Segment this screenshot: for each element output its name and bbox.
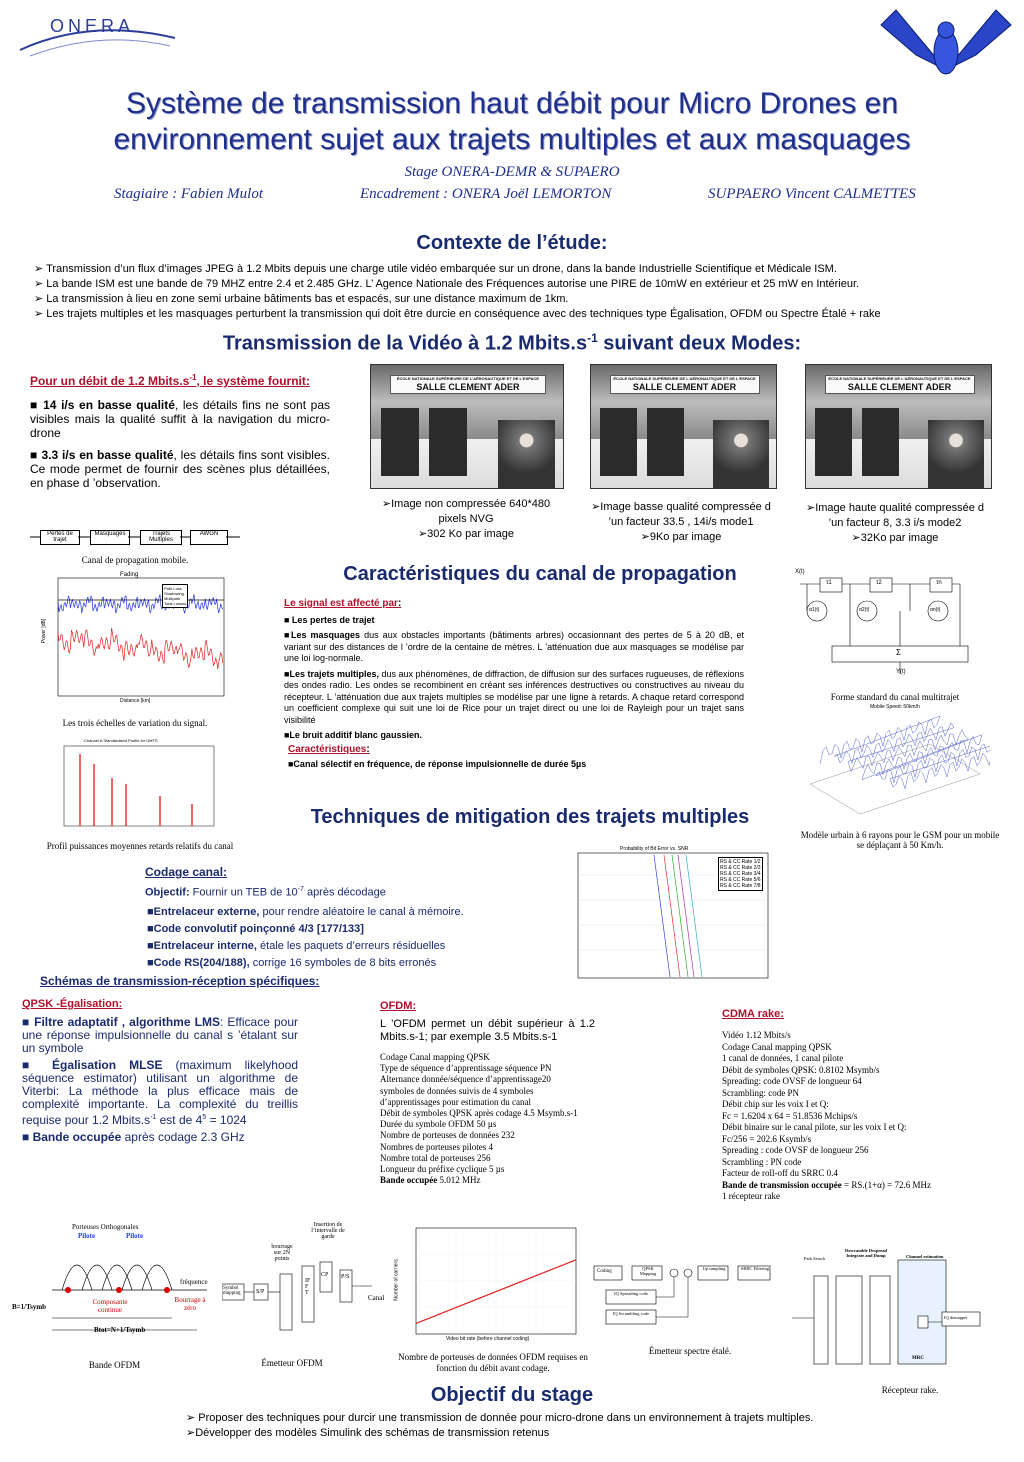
onera-logo (10, 8, 180, 60)
chain-caption: Canal de propagation mobile. (81, 555, 189, 565)
y-label: Y(t) (896, 669, 906, 675)
rake-path-search: Path Search (804, 1256, 826, 1261)
tap-n: τn (936, 580, 942, 586)
insertion-label: Insertion de l’intervalle de garde (311, 1222, 345, 1240)
cp-block: CP (321, 1272, 329, 1278)
contexte-bullets (34, 262, 1014, 322)
rake-iq-demapper: IQ demapper (944, 1315, 968, 1320)
ss-qpsk-block: QPSK Mapping (639, 1266, 657, 1276)
codage-item: ■Entrelaceur externe, pour rendre aléatoire le canal à mémoire. (147, 905, 464, 918)
stage-line: Stage ONERA-DEMR & SUPAERO (404, 164, 620, 180)
chain-block: Masquages (90, 530, 130, 545)
fading-title: Fading (120, 572, 139, 578)
qpsk-item: ■ Filtre adaptatif , algorithme LMS: Efficace pour une réponse impulsionnelle du canal s ’étalant sur un symbole (22, 1015, 298, 1055)
contexte-bullet: ➢ La transmission à lieu en zone semi urbaine bâtiments bas et espacés, sur une distance maximum de 1km. (34, 293, 569, 305)
objectif-line: Objectif: Fournir un TEB de $10^{-7}$ après décodage (145, 886, 386, 899)
ofdm-title: OFDM: (380, 1000, 417, 1012)
coef-1: α1(t) (809, 607, 820, 613)
bourrage-points-label: bourrage sur 2N points (271, 1244, 293, 1262)
objectif-bullets (186, 1411, 946, 1441)
fading-caption: Les trois échelles de variation du signal. (62, 718, 208, 728)
codage-item: ■Entrelaceur interne, étale les paquets d’erreurs résiduelles (147, 939, 446, 952)
codage-block (145, 864, 535, 972)
coef-2: α2(t) (859, 607, 870, 613)
band-top-label: Porteuses Orthogonales (72, 1223, 139, 1231)
ofdm-band-diagram (12, 1220, 217, 1350)
urban-model-chart (800, 704, 990, 824)
fading-chart (40, 568, 230, 713)
codage-item: ■Code convolutif poinçonné 4/3 [177/133] (147, 922, 364, 935)
chain-block: Trajets Multiples (140, 530, 182, 545)
sum-symbol: Σ (896, 648, 901, 657)
canal-item: ■ Les pertes de trajet (284, 614, 375, 625)
multipath-caption: Forme standard du canal multitrajet (830, 692, 960, 702)
tap-1: τ1 (826, 580, 832, 586)
objectif-bullet: ➢Développer des modèles Simulink des schémas de transmission retenus (186, 1427, 550, 1439)
carac-title: Caractéristiques: (288, 743, 370, 755)
ber-title: Probability of Bit Error vs. SNR (620, 846, 689, 852)
supaero-supervisor: SUPPAERO Vincent CALMETTES (708, 186, 916, 202)
sp-block: S/P (256, 1289, 265, 1295)
fading-ylabel: Power [dB] (41, 618, 48, 644)
rake-caption: Récepteur rake. (881, 1385, 939, 1395)
rake-mrc: MRC (912, 1356, 924, 1361)
urban-title: Mobile Speed: 50km/h (870, 704, 920, 710)
ss-srrc-block: SRRC Filtering (740, 1266, 770, 1271)
poster-title (0, 86, 1024, 158)
b-eq-label: B=1/Tsymb (12, 1303, 47, 1311)
canal-text: Le signal est affecté par: ■ Les pertes de trajet ■Les masquages dus aux obstacles importants (bâtiments arbres) occasionnant des pertes de 5 à 20 dB, et variant sur des distances de l ’ordre de la centaine de mètres. L ’atténuation due aux masquages se modélise par une loi log-normale. ■Les trajets multiples, dus aux phénomènes, de diffraction, de diffusion sur des surfaces rugueuses, de réflexions des ondes radio. Les ondes se recombinent en créant ses inférences destructives ou constructives au niveau du récepteur. L ’atténuation due aux trajets multiples se modélise par une ligne à retards. A chaque retard correspond un coefficient complexe qui suit une loi de Rice pour un trajet direct ou une loi de Rayleigh pour un trajet sans visibilité ■Le bruit additif blanc gaussien. Caractéristiques: ■Canal sélectif en fréquence, de réponse impulsionnelle de durée 5µs (284, 598, 745, 769)
carriers-xlabel: Video bit rate (before channel coding) (446, 1336, 530, 1342)
canal-item: ■Les masquages dus aux obstacles importants (bâtiments arbres) occasionnant des pertes de 5 à 20 dB, et variant sur des distances de l ’ordre de la centaine de mètres. L ’atténuation due aux masquages se modélise par une loi log-normale. (284, 630, 745, 663)
power-profile-chart (50, 738, 230, 833)
ss-coding-block: Coding (597, 1269, 612, 1274)
schemas-heading: Schémas de transmission-réception spécifiques: (40, 974, 320, 988)
channel-chain-diagram (30, 527, 240, 547)
ss-scrambling-block: IQ Scrambling code (612, 1311, 650, 1316)
ss-spreading-block: IQ Spreading code (614, 1291, 648, 1296)
mode-1: ■ 14 i/s en basse qualité, les détails fins ne sont pas visibles mais la qualité suffit à la navigation du micro-drone (30, 398, 331, 440)
cdma-params: Vidéo 1.12 Mbits/s Codage Canal mapping QPSK 1 canal de données, 1 canal pilote Débit de symboles QPSK: 0.8102 Msymb/s Spreading: code OVSF de longueur 64 Scrambling: code PN Débit chip sur les voix I et Q: Fc = 1.6204 x 64 = 51.8536 Mchips/s Débit binaire sur le canal pilote, sur les voix I et Q: Fc/256 = 202.6 Ksymb/s Spreading : code OVSF de longueur 256 Scrambling : PN code Facteur de roll-off du SRRC 0.4 Bande de transmission occupée = RS.(1+α) = 72.6 MHz 1 récepteur rake (722, 1030, 931, 1201)
ber-chart (558, 845, 788, 993)
chain-block: Pertes de trajet (40, 530, 80, 545)
qpsk-block (22, 998, 298, 1144)
btot-label: Btot=N+1/Tsymb (94, 1326, 146, 1334)
carac-item: ■Canal sélectif en fréquence, de réponse impulsionnelle de durée 5µs (288, 759, 587, 769)
chain-block: AWGN (190, 530, 228, 545)
ps-block: P/S (341, 1274, 350, 1280)
video-intro: Pour un débit de 1.2 $Mbits.s^{-1}$, le système fournit: ■ 14 i/s en basse qualité, les détails fins ne sont pas visibles mais la qualité suffit à la navigation du micro-drone ■ 3.3 i/s en basse qualité, les détails fins sont visibles. Ce mode permet de fournir des scènes plus détaillées, en phase d ’observation. (30, 373, 331, 490)
canal-item: ■Les trajets multiples, dus aux phénomènes, de diffraction, de diffusion sur des surfaces rugueuses, de réflexions des ondes radio. Les ondes se recombinent en créant ses inférences destructives ou constructives au niveau du récepteur. L ’atténuation due aux trajets multiples se modélise par une ligne à retards. A chaque retard correspond un coefficient complexe qui suit une loi de Rice pour un trajet direct ou une loi de Rayleigh pour un trajet sans visibilité (284, 668, 744, 725)
photo-caption-1: ➢Image non compressée 640*480 pixels NVG ➢302 Ko par image (381, 498, 551, 540)
ofdm-block (380, 1000, 595, 1186)
tap-2: τ2 (876, 580, 882, 586)
ofdm-params: Codage Canal mapping QPSK Type de séquence d’apprentissage séquence PN Alternance donnée/séquence d’apprentissage20 symboles de données suivis de 4 symboles d’apprentissages pour estimation du canal Débit de symboles QPSK après codage 4.5 Msymb.s-1 Durée du symbole OFDM 50 µs Nombre de porteuses de données 232 Nombres de porteuses pilotes 4 Nombre total de porteuses 256 Longueur du préfixe cyclique 5 µs Bande occupée 5.012 MHz (380, 1052, 578, 1186)
title-line-1: Système de transmission haut débit pour Micro Drones en (125, 87, 899, 120)
supaero-logo-text: SUPAERO (922, 10, 976, 22)
codage-title: Codage canal: (145, 865, 228, 879)
carriers-chart (393, 1222, 583, 1347)
photo-high-quality: ÉCOLE NATIONALE SUPÉRIEURE DE L'AÉRONAUTIQUE ET DE L'ESPACE SALLE CLEMENT ADER (805, 364, 992, 489)
symbol-mapping-block: Symbol mapping (223, 1286, 241, 1296)
video-heading: Transmission de la Vidéo à 1.2 $Mbits.s^{-1}$ suivant deux Modes: (222, 331, 802, 355)
bourrage-label: Bourrage à zéro (174, 1296, 206, 1312)
cdma-title: CDMA rake: (722, 1008, 784, 1020)
trainee: Stagiaire : Fabien Mulot (114, 186, 264, 202)
composante-label: Composante continue (92, 1298, 128, 1314)
carriers-caption: Nombre de porteuses de données OFDM requises en fonction du débit avant codage. (398, 1352, 588, 1373)
spread-emitter-caption: Émetteur spectre étalé. (648, 1346, 732, 1356)
photo-caption-2: ➢Image basse qualité compressée d ’un facteur 33.5 , 14i/s mode1 ➢9Ko par image (591, 501, 771, 543)
canal-label: Canal (368, 1294, 385, 1302)
fading-xlabel: Distance [km] (120, 698, 151, 704)
mitigation-heading: Techniques de mitigation des trajets multiples (310, 806, 750, 828)
title-line-2: environnement sujet aux trajets multiples et aux masquages (113, 123, 911, 156)
rake-receiver-diagram (792, 1246, 1012, 1374)
coef-n: αn(t) (930, 607, 941, 613)
rake-despread: Descramble Despread Integrate and Dump (844, 1248, 888, 1258)
spread-emitter-diagram (592, 1262, 782, 1332)
ofdm-emitter-caption: Émetteur OFDM (261, 1358, 323, 1368)
multipath-diagram (790, 566, 980, 686)
photo-caption-3: ➢Image haute qualité compressée d ’un facteur 8, 3.3 i/s mode2 ➢32Ko par image (806, 502, 984, 544)
frequence-label: fréquence (180, 1278, 208, 1286)
photo-uncompressed: ÉCOLE NATIONALE SUPÉRIEURE DE L'AÉRONAUTIQUE ET DE L'ESPACE SALLE CLEMENT ADER (370, 364, 564, 489)
mode-2: ■ 3.3 i/s en basse qualité, les détails fins sont visibles. Ce mode permet de fournir des scènes plus détaillées, en phase d ’observation. (30, 448, 330, 490)
profile-caption: Profil puissances moyennes retards relatifs du canal (46, 841, 234, 851)
ifft-block: IFFT (305, 1278, 311, 1296)
ofdm-band-caption: Bande OFDM (88, 1360, 141, 1370)
urban-caption: Modèle urbain à 6 rayons pour le GSM pour un mobile se déplaçant à 50 Km/h. (800, 830, 1000, 850)
supaero-logo (876, 0, 1016, 82)
fading-legend: Path Loss Shadowing Multipath Total Losses (164, 586, 187, 606)
contexte-bullet: ➢ Transmission d’un flux d’images JPEG à 1.2 Mbits depuis une charge utile vidéo embarquée sur un drone, dans la bande Industrielle Scientifique et Médicale ISM. (34, 263, 837, 275)
qpsk-title: QPSK -Égalisation: (22, 998, 123, 1010)
profile-title: Channel A Standardised Profile for UMTS (84, 738, 158, 743)
supervision: Encadrement : ONERA Joël LEMORTON (360, 186, 612, 202)
canal-heading: Caractéristiques du canal de propagation (343, 563, 737, 585)
contexte-bullet: ➢ La bande ISM est une bande de 79 MHZ entre 2.4 et 2.485 GHz. L’ Agence Nationale des Fréquences autorise une PIRE de 10mW en extérieur et 25 mW en Intérieur. (34, 278, 860, 290)
carriers-ylabel: Number of carriers (393, 1259, 400, 1301)
contexte-heading: Contexte de l’étude: (416, 232, 608, 254)
contexte-bullet: ➢ Les trajets multiples et les masquages perturbent la transmission qui doit être durcie en conséquence avec des techniques type Égalisation, OFDM ou Spectre Étalé + rake (34, 308, 881, 320)
ofdm-intro: L ’OFDM permet un débit supérieur à 1.2 Mbits.s-1; par exemple 3.5 Mbits.s-1 (380, 1018, 595, 1043)
objectif-bullet: ➢ Proposer des techniques pour durcir une transmission de donnée pour micro-drone dans un environnement à trajets multiples. (186, 1412, 814, 1424)
codage-item: ■Code RS(204/188), corrige 16 symboles de 8 bits erronés (147, 956, 437, 969)
rake-channel-estimation: Channel estimation (906, 1254, 944, 1259)
ber-legend: RS & CC Rate 1/2 RS & CC Rate 2/3 RS & CC Rate 3/4 RS & CC Rate 5/6 RS & CC Rate 7/8 (720, 859, 761, 889)
canal-item: ■Le bruit additif blanc gaussien. (284, 730, 422, 740)
pilote-label: Pilote (126, 1232, 144, 1240)
ss-upsampling-block: Up sampling (702, 1266, 726, 1271)
qpsk-item: ■ Égalisation MLSE (maximum likelyhood séquence estimator) utilisant un algorithme de Viterbi: La méthode la plus efficace mais de complexité importante. La complexité du treillis requise pour 1.2 $Mbits.s^{-1}$ est de $4^5 = 1024$ (22, 1058, 298, 1127)
photo-low-quality: ÉCOLE NATIONALE SUPÉRIEURE DE L'AÉRONAUTIQUE ET DE L'ESPACE SALLE CLEMENT ADER (590, 364, 777, 489)
qpsk-item: ■ Bande occupée après codage 2.3 GHz (22, 1130, 245, 1144)
ofdm-emitter-diagram (222, 1222, 392, 1352)
onera-logo-text: ONERA (50, 16, 135, 36)
x-label: X(t) (795, 569, 805, 575)
cdma-block (722, 1008, 972, 1203)
pilote-label: Pilote (78, 1232, 96, 1240)
objectif-heading: Objectif du stage (430, 1384, 594, 1406)
